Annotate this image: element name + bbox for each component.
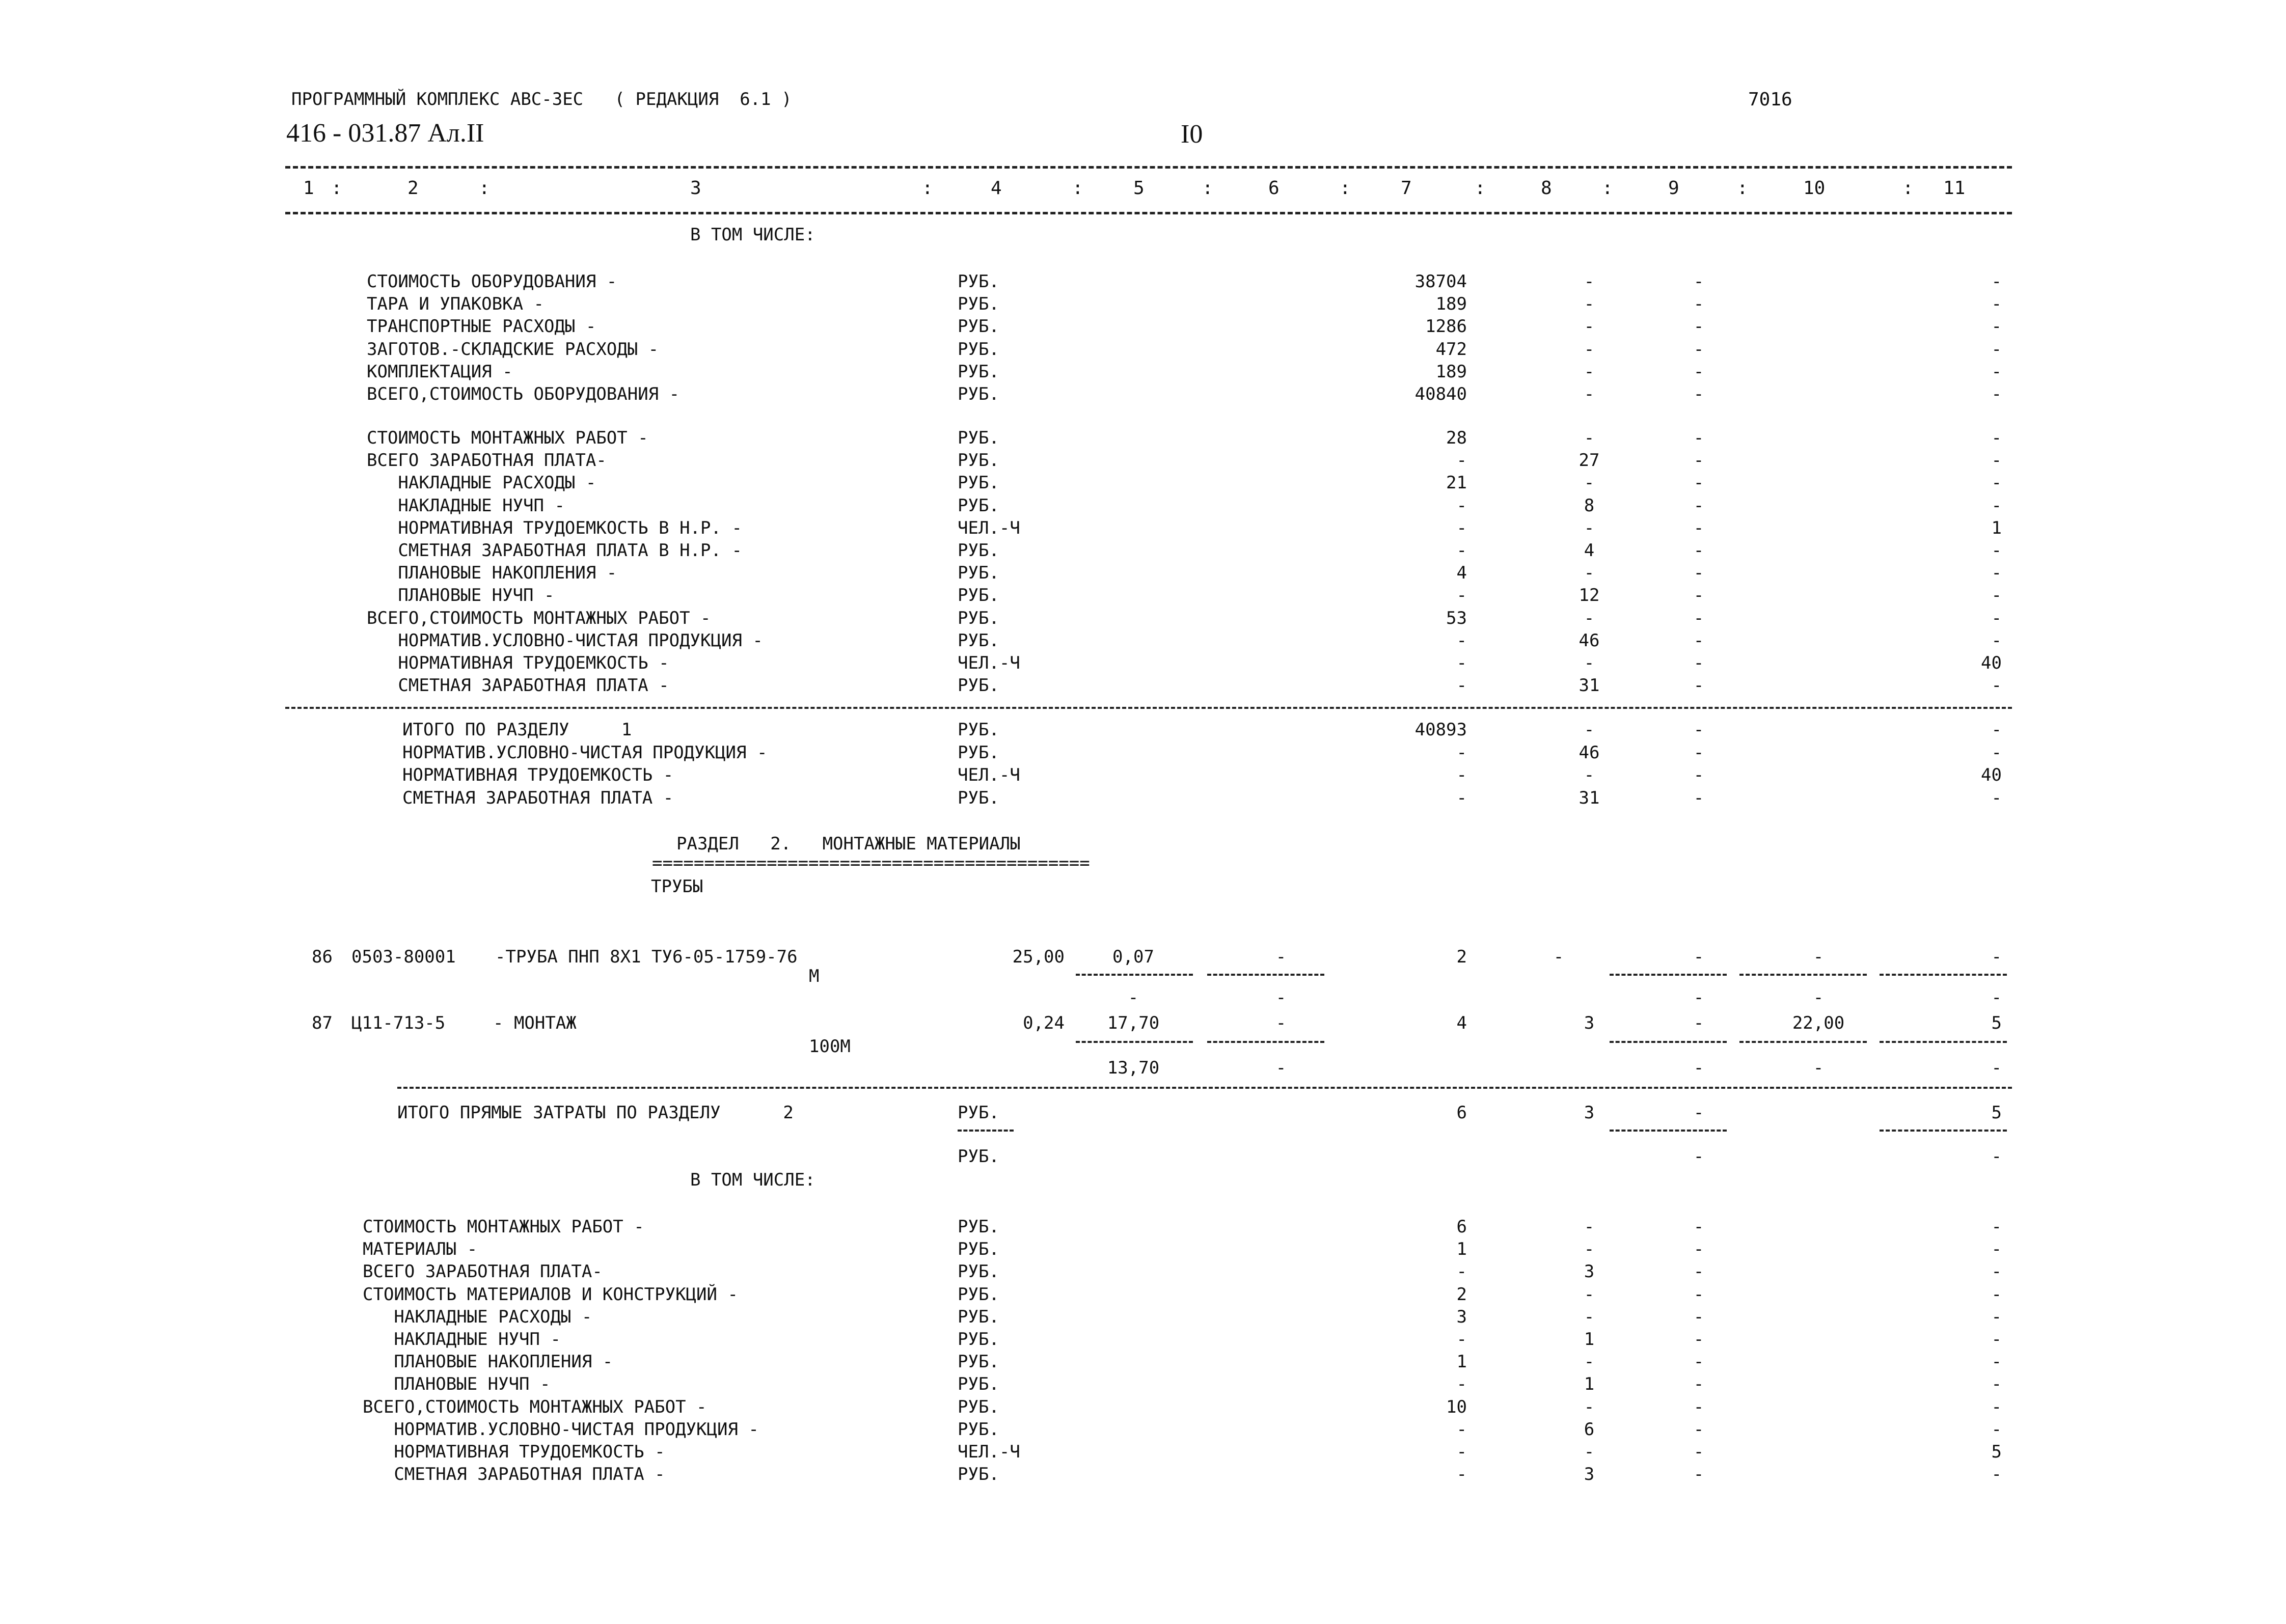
row-col7: - bbox=[1456, 675, 1467, 696]
row-label: СТОИМОСТЬ ОБОРУДОВАНИЯ - bbox=[367, 271, 617, 292]
item-quantity: 0,24 bbox=[1023, 1013, 1065, 1033]
row-label: ПЛАНОВЫЕ НУЧП - bbox=[367, 585, 555, 606]
row-col8: - bbox=[1584, 563, 1595, 584]
row-col8: 8 bbox=[1584, 495, 1595, 516]
row-col8: - bbox=[1584, 608, 1595, 628]
row-unit: РУБ. bbox=[958, 675, 999, 696]
row-col7: 1 bbox=[1456, 1352, 1467, 1372]
row-col9: - bbox=[1693, 1352, 1704, 1372]
row-label: СМЕТНАЯ ЗАРАБОТНАЯ ПЛАТА В Н.Р. - bbox=[367, 540, 742, 561]
column-header-6: 6 bbox=[1268, 178, 1280, 199]
section1-heading: В ТОМ ЧИСЛЕ: bbox=[690, 225, 815, 245]
row-col9: - bbox=[1693, 1329, 1704, 1350]
row-col7: 21 bbox=[1446, 473, 1467, 493]
row-col9: - bbox=[1693, 1374, 1704, 1395]
row-col8: - bbox=[1584, 720, 1595, 740]
row-unit: РУБ. bbox=[958, 294, 999, 315]
row-col7: - bbox=[1456, 653, 1467, 673]
item-unit: М bbox=[809, 966, 820, 986]
column-separator: : bbox=[1902, 178, 1914, 199]
item-name: -ТРУБА ПНП 8Х1 ТУ6-05-1759-76 bbox=[495, 947, 798, 967]
row-col8: 27 bbox=[1579, 450, 1600, 471]
row-unit: РУБ. bbox=[958, 787, 999, 808]
row-col7: 189 bbox=[1435, 361, 1467, 382]
row-col11: - bbox=[1991, 316, 2002, 337]
row-col8: - bbox=[1584, 1284, 1595, 1305]
row-unit: РУБ. bbox=[958, 1374, 999, 1395]
item-col7: 4 bbox=[1456, 1013, 1467, 1033]
row-col7: - bbox=[1456, 787, 1467, 808]
item-col10: 22,00 bbox=[1792, 1013, 1845, 1033]
row-col9: - bbox=[1693, 1239, 1704, 1260]
row-col8: - bbox=[1584, 1396, 1595, 1417]
row-col9: - bbox=[1693, 1261, 1704, 1282]
row-col7: 189 bbox=[1435, 294, 1467, 315]
item-code: Ц11-713-5 bbox=[351, 1013, 446, 1033]
row-col7: - bbox=[1456, 1442, 1467, 1462]
row-label: СТОИМОСТЬ МАТЕРИАЛОВ И КОНСТРУКЦИЙ - bbox=[363, 1284, 738, 1305]
row-col8: - bbox=[1584, 765, 1595, 785]
row-col8: - bbox=[1584, 271, 1595, 292]
row-col7: - bbox=[1456, 450, 1467, 471]
row-label: ВСЕГО,СТОИМОСТЬ МОНТАЖНЫХ РАБОТ - bbox=[367, 608, 711, 628]
item-rule bbox=[1207, 974, 1324, 976]
row-unit: РУБ. bbox=[958, 608, 999, 628]
project-code: 416 - 031.87 Ал.II bbox=[286, 119, 484, 148]
row-unit: РУБ. bbox=[958, 1306, 999, 1327]
item-rule bbox=[1610, 1041, 1727, 1043]
row-col9: - bbox=[1693, 294, 1704, 315]
section2-title-rule: ========================================== bbox=[652, 853, 1090, 873]
total-label: ИТОГО ПРЯМЫЕ ЗАТРАТЫ ПО РАЗДЕЛУ 2 bbox=[397, 1103, 794, 1123]
total-unit: РУБ. bbox=[958, 1103, 999, 1123]
row-label: НОРМАТИВ.УСЛОВНО-ЧИСТАЯ ПРОДУКЦИЯ - bbox=[402, 742, 768, 763]
row-col11: - bbox=[1991, 1284, 2002, 1305]
row-col11: - bbox=[1991, 1261, 2002, 1282]
item-code: 0503-80001 bbox=[351, 947, 456, 967]
row-col7: - bbox=[1456, 742, 1467, 763]
row-unit: РУБ. bbox=[958, 540, 999, 561]
item-col9: - bbox=[1693, 1013, 1704, 1033]
total-col9: - bbox=[1693, 1103, 1704, 1123]
row-unit: РУБ. bbox=[958, 316, 999, 337]
row-col11: - bbox=[1991, 294, 2002, 315]
row-col9: - bbox=[1693, 450, 1704, 471]
row-col11: - bbox=[1991, 495, 2002, 516]
total-rule bbox=[1880, 1130, 2007, 1132]
item-rule bbox=[1880, 1041, 2007, 1043]
row-label: НАКЛАДНЫЕ НУЧП - bbox=[363, 1329, 561, 1350]
row-label: НОРМАТИВ.УСЛОВНО-ЧИСТАЯ ПРОДУКЦИЯ - bbox=[367, 630, 763, 651]
row-col11: 40 bbox=[1981, 653, 2002, 673]
row-unit: РУБ. bbox=[958, 1419, 999, 1440]
row-col11: - bbox=[1991, 630, 2002, 651]
row-col11: - bbox=[1991, 1419, 2002, 1440]
item-col11: 5 bbox=[1991, 1013, 2002, 1033]
row-label: ЗАГОТОВ.-СКЛАДСКИЕ РАСХОДЫ - bbox=[367, 339, 659, 360]
row-col9: - bbox=[1693, 339, 1704, 360]
row-col9: - bbox=[1693, 316, 1704, 337]
row-label: ПЛАНОВЫЕ НАКОПЛЕНИЯ - bbox=[367, 563, 617, 584]
section2-heading: В ТОМ ЧИСЛЕ: bbox=[690, 1170, 815, 1190]
row-col9: - bbox=[1693, 630, 1704, 651]
row-col7: 40840 bbox=[1414, 384, 1467, 404]
row-col11: - bbox=[1991, 384, 2002, 404]
row-col7: 2 bbox=[1456, 1284, 1467, 1305]
total-rule bbox=[1610, 1130, 1727, 1132]
column-header-5: 5 bbox=[1133, 178, 1145, 199]
row-col8: 12 bbox=[1579, 585, 1600, 606]
row-col9: - bbox=[1693, 675, 1704, 696]
row-unit: РУБ. bbox=[958, 428, 999, 448]
row-label: ВСЕГО ЗАРАБОТНАЯ ПЛАТА- bbox=[363, 1261, 603, 1282]
row-col7: - bbox=[1456, 585, 1467, 606]
row-col11: - bbox=[1991, 1396, 2002, 1417]
section2-subtitle: ТРУБЫ bbox=[651, 876, 703, 897]
row-col8: - bbox=[1584, 653, 1595, 673]
row-label: НАКЛАДНЫЕ РАСХОДЫ - bbox=[363, 1306, 592, 1327]
column-header-8: 8 bbox=[1541, 178, 1552, 199]
row-unit: РУБ. bbox=[958, 630, 999, 651]
item-sub-col11: - bbox=[1991, 987, 2002, 1008]
row-unit: РУБ. bbox=[958, 585, 999, 606]
row-col7: - bbox=[1456, 1329, 1467, 1350]
row-col7: - bbox=[1456, 630, 1467, 651]
column-header-1: 1 bbox=[303, 178, 314, 199]
row-col9: - bbox=[1693, 1419, 1704, 1440]
row-unit: РУБ. bbox=[958, 495, 999, 516]
row-label: МАТЕРИАЛЫ - bbox=[363, 1239, 478, 1260]
item-col6: - bbox=[1275, 1013, 1287, 1033]
row-unit: РУБ. bbox=[958, 361, 999, 382]
program-line: ПРОГРАММНЫЙ КОМПЛЕКС АВС-ЗЕС ( РЕДАКЦИЯ 6.1 ) bbox=[291, 89, 792, 109]
row-col8: - bbox=[1584, 1442, 1595, 1462]
section1-total-rule bbox=[285, 707, 2012, 709]
item-rule bbox=[1076, 1041, 1193, 1043]
item-col6: - bbox=[1275, 947, 1287, 967]
total-col7: 6 bbox=[1456, 1103, 1467, 1123]
item-unit-price: 17,70 bbox=[1107, 1013, 1160, 1033]
row-label: ПЛАНОВЫЕ НАКОПЛЕНИЯ - bbox=[363, 1352, 613, 1372]
row-col11: - bbox=[1991, 585, 2002, 606]
total-col8: 3 bbox=[1584, 1103, 1595, 1123]
row-col9: - bbox=[1693, 563, 1704, 584]
row-col8: 31 bbox=[1579, 787, 1600, 808]
row-col8: - bbox=[1584, 1239, 1595, 1260]
row-unit: ЧЕЛ.-Ч bbox=[958, 765, 1020, 785]
row-label: ВСЕГО,СТОИМОСТЬ ОБОРУДОВАНИЯ - bbox=[367, 384, 680, 404]
column-separator: : bbox=[479, 178, 490, 199]
item-number: 86 bbox=[312, 947, 333, 967]
row-label: НОРМАТИВНАЯ ТРУДОЕМКОСТЬ В Н.Р. - bbox=[367, 517, 742, 538]
row-label: СТОИМОСТЬ МОНТАЖНЫХ РАБОТ - bbox=[363, 1217, 644, 1237]
item-rule bbox=[1207, 1041, 1324, 1043]
row-label: НОРМАТИВНАЯ ТРУДОЕМКОСТЬ - bbox=[402, 765, 674, 785]
item-rule bbox=[1739, 974, 1867, 976]
row-col8: 3 bbox=[1584, 1261, 1595, 1282]
row-col11: 40 bbox=[1981, 765, 2002, 785]
row-col8: 4 bbox=[1584, 540, 1595, 561]
row-col7: 10 bbox=[1446, 1396, 1467, 1417]
row-col9: - bbox=[1693, 1306, 1704, 1327]
row-col9: - bbox=[1693, 720, 1704, 740]
column-separator: : bbox=[1737, 178, 1748, 199]
row-label: НОРМАТИВНАЯ ТРУДОЕМКОСТЬ - bbox=[367, 653, 669, 673]
column-header-4: 4 bbox=[991, 178, 1002, 199]
row-col8: - bbox=[1584, 1352, 1595, 1372]
row-col8: - bbox=[1584, 316, 1595, 337]
row-label: КОМПЛЕКТАЦИЯ - bbox=[367, 361, 513, 382]
row-col9: - bbox=[1693, 787, 1704, 808]
row-label: НАКЛАДНЫЕ РАСХОДЫ - bbox=[367, 473, 596, 493]
row-col9: - bbox=[1693, 384, 1704, 404]
row-col9: - bbox=[1693, 1442, 1704, 1462]
row-col11: - bbox=[1991, 428, 2002, 448]
row-unit: РУБ. bbox=[958, 1284, 999, 1305]
column-header-9: 9 bbox=[1668, 178, 1679, 199]
item-sub-col5: 13,70 bbox=[1107, 1058, 1160, 1078]
column-header-3: 3 bbox=[690, 178, 701, 199]
row-col9: - bbox=[1693, 361, 1704, 382]
row-col8: 46 bbox=[1579, 742, 1600, 763]
row-col11: - bbox=[1991, 608, 2002, 628]
row-col9: - bbox=[1693, 742, 1704, 763]
item-col10: - bbox=[1813, 947, 1824, 967]
item-number: 87 bbox=[312, 1013, 333, 1033]
column-separator: : bbox=[1602, 178, 1613, 199]
row-col9: - bbox=[1693, 1464, 1704, 1485]
row-col8: 46 bbox=[1579, 630, 1600, 651]
row-col8: 6 bbox=[1584, 1419, 1595, 1440]
row-col8: 1 bbox=[1584, 1374, 1595, 1395]
row-col7: - bbox=[1456, 540, 1467, 561]
total-col11: 5 bbox=[1991, 1103, 2002, 1123]
column-separator: : bbox=[1202, 178, 1213, 199]
document-number: 7016 bbox=[1748, 89, 1792, 110]
row-col7: 38704 bbox=[1414, 271, 1467, 292]
total-col9-2: - bbox=[1693, 1146, 1704, 1167]
row-col9: - bbox=[1693, 540, 1704, 561]
row-col8: - bbox=[1584, 339, 1595, 360]
row-label: ПЛАНОВЫЕ НУЧП - bbox=[363, 1374, 551, 1395]
row-col7: - bbox=[1456, 495, 1467, 516]
item-rule bbox=[1610, 974, 1727, 976]
item-sub-col6: - bbox=[1275, 987, 1287, 1008]
total-rule bbox=[958, 1130, 1014, 1132]
header-top-rule bbox=[285, 166, 2012, 169]
row-unit: РУБ. bbox=[958, 1352, 999, 1372]
row-label: СТОИМОСТЬ МОНТАЖНЫХ РАБОТ - bbox=[367, 428, 648, 448]
item-sub-col10: - bbox=[1813, 1058, 1824, 1078]
row-col8: - bbox=[1584, 361, 1595, 382]
row-col7: 4 bbox=[1456, 563, 1467, 584]
row-col7: 472 bbox=[1435, 339, 1467, 360]
row-col7: 3 bbox=[1456, 1306, 1467, 1327]
row-col7: - bbox=[1456, 1374, 1467, 1395]
item-rule bbox=[1739, 1041, 1867, 1043]
row-unit: РУБ. bbox=[958, 1464, 999, 1485]
row-col11: - bbox=[1991, 1464, 2002, 1485]
row-col8: - bbox=[1584, 1306, 1595, 1327]
row-col8: 3 bbox=[1584, 1464, 1595, 1485]
row-col9: - bbox=[1693, 517, 1704, 538]
row-unit: ЧЕЛ.-Ч bbox=[958, 1442, 1020, 1462]
row-col11: - bbox=[1991, 675, 2002, 696]
row-col7: - bbox=[1456, 1464, 1467, 1485]
row-col7: 1 bbox=[1456, 1239, 1467, 1260]
row-unit: РУБ. bbox=[958, 339, 999, 360]
item-quantity: 25,00 bbox=[1012, 947, 1065, 967]
row-col7: - bbox=[1456, 1261, 1467, 1282]
row-col9: - bbox=[1693, 653, 1704, 673]
item-sub-col10: - bbox=[1813, 987, 1824, 1008]
row-label: ВСЕГО,СТОИМОСТЬ МОНТАЖНЫХ РАБОТ - bbox=[363, 1396, 707, 1417]
page-number: I0 bbox=[1181, 120, 1203, 149]
row-col8: 1 bbox=[1584, 1329, 1595, 1350]
item-col8: - bbox=[1553, 947, 1564, 967]
row-col7: - bbox=[1456, 517, 1467, 538]
column-separator: : bbox=[1475, 178, 1486, 199]
row-col11: - bbox=[1991, 1374, 2002, 1395]
row-col11: - bbox=[1991, 1239, 2002, 1260]
row-col11: - bbox=[1991, 1217, 2002, 1237]
row-col9: - bbox=[1693, 765, 1704, 785]
row-col11: - bbox=[1991, 473, 2002, 493]
item-rule bbox=[1076, 974, 1193, 976]
row-col9: - bbox=[1693, 1217, 1704, 1237]
row-col11: - bbox=[1991, 339, 2002, 360]
row-label: ИТОГО ПО РАЗДЕЛУ 1 bbox=[402, 720, 632, 740]
row-label: НОРМАТИВ.УСЛОВНО-ЧИСТАЯ ПРОДУКЦИЯ - bbox=[363, 1419, 759, 1440]
row-col9: - bbox=[1693, 495, 1704, 516]
row-col9: - bbox=[1693, 1284, 1704, 1305]
row-col9: - bbox=[1693, 585, 1704, 606]
row-col9: - bbox=[1693, 271, 1704, 292]
row-unit: ЧЕЛ.-Ч bbox=[958, 517, 1020, 538]
item-sub-col6: - bbox=[1275, 1058, 1287, 1078]
header-bottom-rule bbox=[285, 212, 2012, 214]
row-col9: - bbox=[1693, 473, 1704, 493]
column-separator: : bbox=[331, 178, 342, 199]
row-col9: - bbox=[1693, 428, 1704, 448]
row-col8: - bbox=[1584, 384, 1595, 404]
row-col7: 6 bbox=[1456, 1217, 1467, 1237]
column-header-10: 10 bbox=[1803, 178, 1826, 199]
item-col8: 3 bbox=[1584, 1013, 1595, 1033]
row-unit: ЧЕЛ.-Ч bbox=[958, 653, 1020, 673]
row-unit: РУБ. bbox=[958, 1396, 999, 1417]
section2-title: РАЗДЕЛ 2. МОНТАЖНЫЕ МАТЕРИАЛЫ bbox=[676, 834, 1021, 854]
column-separator: : bbox=[922, 178, 933, 199]
row-unit: РУБ. bbox=[958, 384, 999, 404]
row-col11: - bbox=[1991, 720, 2002, 740]
row-col11: - bbox=[1991, 450, 2002, 471]
item-col11: - bbox=[1991, 947, 2002, 967]
row-col8: - bbox=[1584, 517, 1595, 538]
column-header-7: 7 bbox=[1401, 178, 1412, 199]
item-col9: - bbox=[1693, 947, 1704, 967]
item-unit: 100М bbox=[809, 1036, 851, 1057]
column-header-2: 2 bbox=[407, 178, 419, 199]
row-label: ТАРА И УПАКОВКА - bbox=[367, 294, 544, 315]
row-col11: 5 bbox=[1991, 1442, 2002, 1462]
column-separator: : bbox=[1340, 178, 1351, 199]
row-col7: 28 bbox=[1446, 428, 1467, 448]
row-col8: - bbox=[1584, 473, 1595, 493]
row-unit: РУБ. bbox=[958, 473, 999, 493]
row-col11: - bbox=[1991, 1352, 2002, 1372]
row-col11: - bbox=[1991, 563, 2002, 584]
row-unit: РУБ. bbox=[958, 1329, 999, 1350]
row-label: СМЕТНАЯ ЗАРАБОТНАЯ ПЛАТА - bbox=[363, 1464, 665, 1485]
row-label: СМЕТНАЯ ЗАРАБОТНАЯ ПЛАТА - bbox=[402, 787, 674, 808]
item-sub-col11: - bbox=[1991, 1058, 2002, 1078]
row-col8: - bbox=[1584, 428, 1595, 448]
row-col11: - bbox=[1991, 742, 2002, 763]
row-col7: 53 bbox=[1446, 608, 1467, 628]
section2-total-rule bbox=[397, 1087, 2012, 1089]
row-col11: - bbox=[1991, 271, 2002, 292]
row-label: СМЕТНАЯ ЗАРАБОТНАЯ ПЛАТА - bbox=[367, 675, 669, 696]
row-col9: - bbox=[1693, 608, 1704, 628]
column-header-11: 11 bbox=[1943, 178, 1966, 199]
row-unit: РУБ. bbox=[958, 563, 999, 584]
total-unit-2: РУБ. bbox=[958, 1146, 999, 1167]
row-col7: - bbox=[1456, 1419, 1467, 1440]
row-col11: - bbox=[1991, 1329, 2002, 1350]
item-name: - МОНТАЖ bbox=[493, 1013, 577, 1033]
item-sub-col9: - bbox=[1693, 987, 1704, 1008]
row-col7: 40893 bbox=[1414, 720, 1467, 740]
row-unit: РУБ. bbox=[958, 742, 999, 763]
row-unit: РУБ. bbox=[958, 450, 999, 471]
row-col7: 1286 bbox=[1425, 316, 1467, 337]
row-col11: - bbox=[1991, 787, 2002, 808]
row-unit: РУБ. bbox=[958, 271, 999, 292]
row-col11: - bbox=[1991, 1306, 2002, 1327]
item-unit-price: 0,07 bbox=[1112, 947, 1154, 967]
row-label: НАКЛАДНЫЕ НУЧП - bbox=[367, 495, 565, 516]
item-col7: 2 bbox=[1456, 947, 1467, 967]
row-col8: - bbox=[1584, 1217, 1595, 1237]
row-label: ТРАНСПОРТНЫЕ РАСХОДЫ - bbox=[367, 316, 596, 337]
row-unit: РУБ. bbox=[958, 720, 999, 740]
row-col11: - bbox=[1991, 361, 2002, 382]
item-sub-col5: - bbox=[1128, 987, 1139, 1008]
row-unit: РУБ. bbox=[958, 1217, 999, 1237]
row-col9: - bbox=[1693, 1396, 1704, 1417]
row-col7: - bbox=[1456, 765, 1467, 785]
row-col11: - bbox=[1991, 540, 2002, 561]
column-separator: : bbox=[1072, 178, 1083, 199]
item-rule bbox=[1880, 974, 2007, 976]
row-unit: РУБ. bbox=[958, 1239, 999, 1260]
row-col8: 31 bbox=[1579, 675, 1600, 696]
row-label: НОРМАТИВНАЯ ТРУДОЕМКОСТЬ - bbox=[363, 1442, 665, 1462]
item-sub-col9: - bbox=[1693, 1058, 1704, 1078]
total-col11-2: - bbox=[1991, 1146, 2002, 1167]
row-label: ВСЕГО ЗАРАБОТНАЯ ПЛАТА- bbox=[367, 450, 607, 471]
row-col8: - bbox=[1584, 294, 1595, 315]
row-col11: 1 bbox=[1991, 517, 2002, 538]
row-unit: РУБ. bbox=[958, 1261, 999, 1282]
